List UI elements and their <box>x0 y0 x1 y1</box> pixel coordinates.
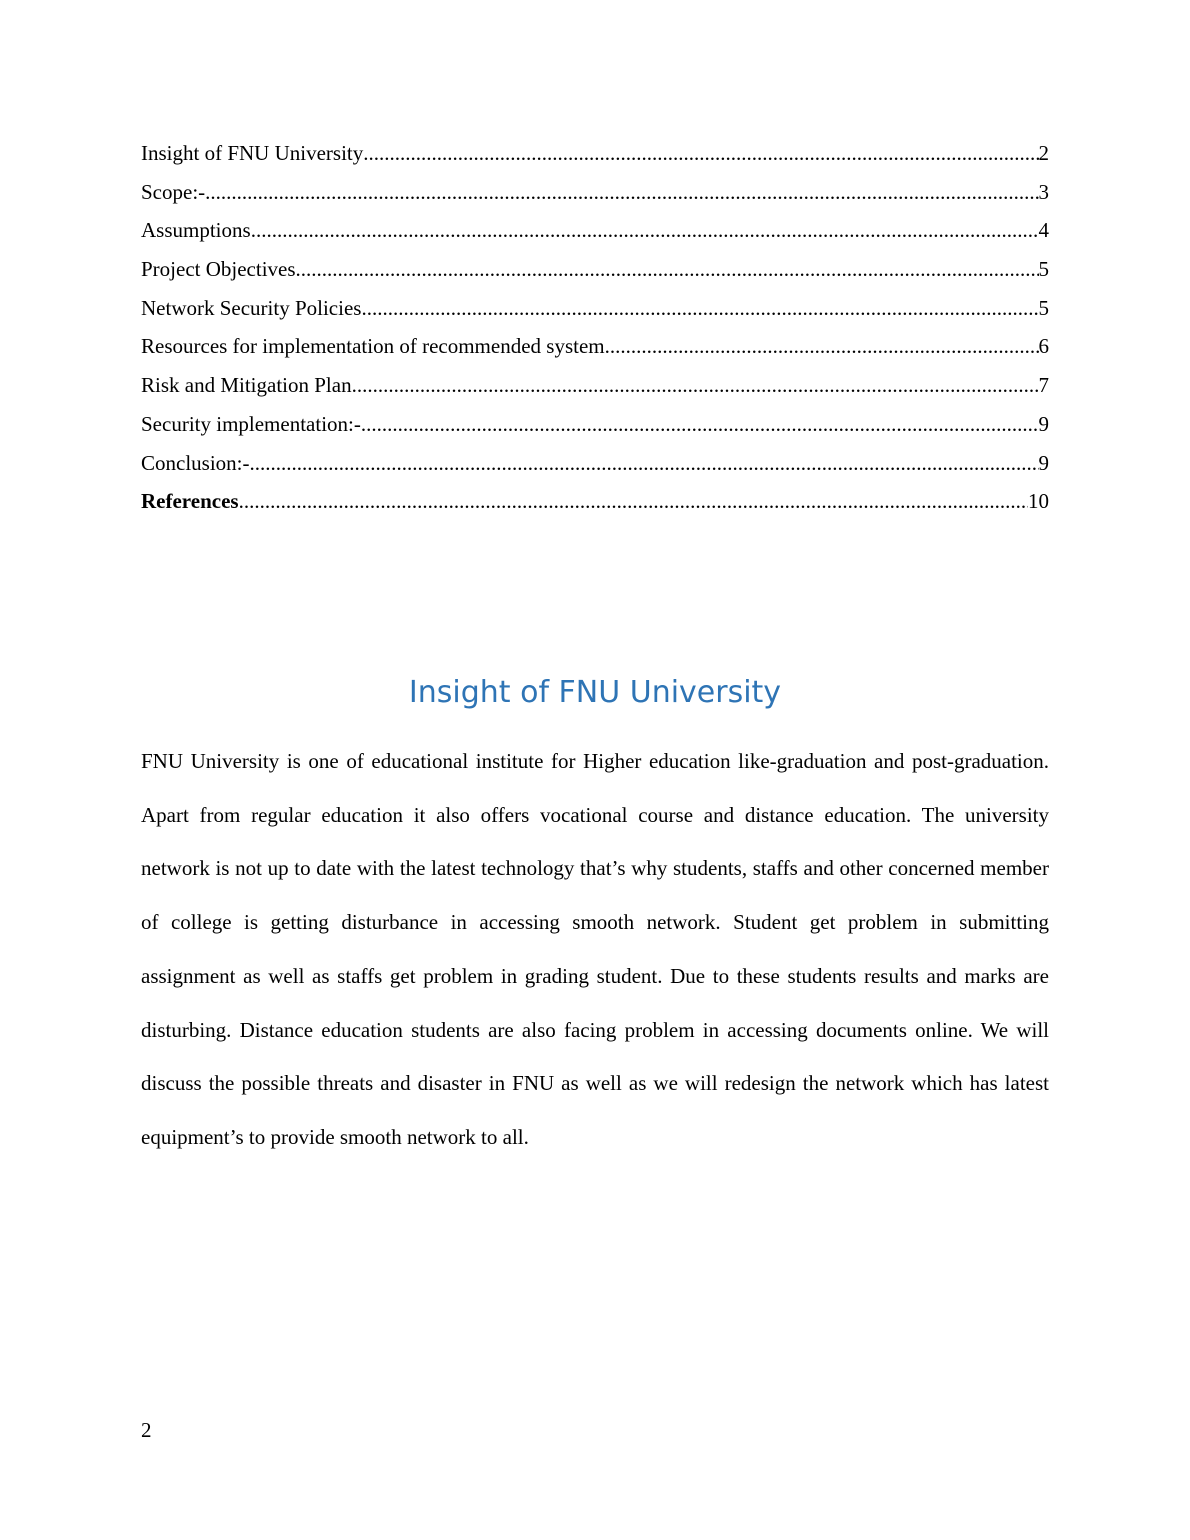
toc-entry-title: Security implementation:- <box>141 411 361 436</box>
toc-entry[interactable] <box>141 372 1049 411</box>
toc-entry-page: 5 <box>1038 257 1049 282</box>
page-number: 2 <box>141 1418 152 1442</box>
toc-dot-leader <box>205 179 1038 205</box>
toc-entry-page: 3 <box>1038 179 1049 204</box>
section-heading: Insight of FNU University <box>408 675 782 710</box>
toc-entry-title: References <box>141 489 239 514</box>
toc-dot-leader <box>352 372 1039 398</box>
toc-dot-leader <box>296 256 1039 282</box>
toc-entry[interactable] <box>141 256 1049 295</box>
toc-entry-title: Conclusion:- <box>141 450 250 475</box>
toc-entry[interactable] <box>141 488 1049 527</box>
toc-dot-leader <box>361 295 1038 321</box>
toc-dot-leader <box>605 333 1039 359</box>
toc-entry-page: 2 <box>1038 141 1049 165</box>
toc-entry-title: Risk and Mitigation Plan <box>141 373 352 398</box>
toc-entry-page: 10 <box>1028 489 1049 514</box>
toc-dot-leader <box>363 140 1038 166</box>
toc-dot-leader <box>239 488 1028 514</box>
toc-entry-page: 4 <box>1038 218 1049 243</box>
toc-entry-title: Project Objectives <box>141 257 296 282</box>
toc-entry-title: Resources for implementation of recommended system <box>141 334 605 359</box>
toc-entry[interactable] <box>141 217 1049 256</box>
toc-entry[interactable] <box>141 450 1049 489</box>
toc-dot-leader <box>361 411 1039 437</box>
toc-entry-title: Network Security Policies <box>141 295 362 320</box>
toc-entry[interactable] <box>141 179 1049 218</box>
toc-entry[interactable] <box>141 333 1049 372</box>
toc-entry[interactable] <box>141 295 1049 334</box>
toc-entry-page: 9 <box>1038 411 1049 436</box>
table-of-contents <box>141 140 1049 527</box>
toc-entry[interactable] <box>141 411 1049 450</box>
toc-dot-leader <box>250 450 1039 476</box>
toc-entry-title: Assumptions <box>141 218 251 243</box>
toc-dot-leader <box>251 217 1039 243</box>
toc-entry-page: 6 <box>1038 334 1049 359</box>
toc-entry-page: 7 <box>1038 373 1049 398</box>
toc-entry[interactable] <box>141 140 1049 179</box>
toc-entry-title: Scope:- <box>141 179 206 204</box>
toc-entry-page: 5 <box>1038 295 1049 320</box>
body-paragraph: FNU University is one of educational institute for Higher education like-graduation and post-graduation. Apart from regular education it also offers vocational course and distance education. The university network is not up to date with the latest technology that’s why students, staffs and other concerned member of college is getting disturbance in accessing smooth network. Student get problem in submitting assignment as well as staffs get problem in grading student. Due to these students results and marks are disturbing. Distance education students are also facing problem in accessing documents online. We will discuss the possible threats and disaster in FNU as well as we will redesign the network which has latest equipment’s to provide smooth network to all. <box>141 749 1049 1149</box>
toc-entry-title: Insight of FNU University <box>141 141 364 165</box>
toc-entry-page: 9 <box>1038 450 1049 475</box>
